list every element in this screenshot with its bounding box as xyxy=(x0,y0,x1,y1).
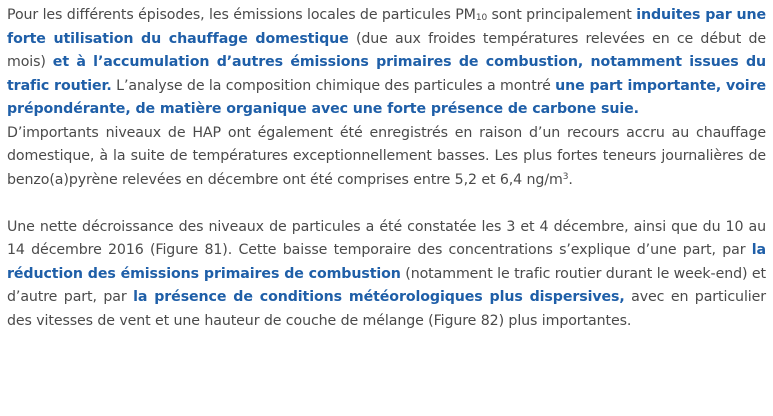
text-run: . xyxy=(568,171,573,188)
highlight-combustion-emissions: et à l’accumulation d’autres émissions primaires de combustion, notamment issues du trafic routier. xyxy=(7,54,766,94)
highlight-emission-reduction: la réduction des émissions primaires de combustion xyxy=(7,242,766,282)
text-run: Une nette décroissance des niveaux de particules a été constatée les 3 et 4 décembre, ainsi que du 10 au 14 décembre 2016 (Figure 81). Cette baisse temporaire des concentrations s’explique d’une part, par xyxy=(7,218,766,258)
superscript-3: 3 xyxy=(562,171,569,182)
paragraph-spacer xyxy=(7,192,766,216)
text-run: D’importants niveaux de HAP ont également été enregistrés en raison d’un recours accru au chauffage domestique, à la suite de températures exceptionnellement basses. Les plus fortes teneurs journalières de benzo(a)pyrène relevées en décembre ont été comprises entre 5,2 et 6,4 ng/m xyxy=(7,124,766,188)
paragraph-hap-levels xyxy=(7,122,766,193)
text-run: avec en particulier des vitesses de vent et une hauteur de couche de mélange (Figure 82) plus importantes. xyxy=(7,289,766,329)
highlight-organic-matter: une part importante, voire prépondérante, de matière organique avec une forte présence de carbone suie. xyxy=(7,77,766,117)
paragraph-particle-decrease xyxy=(7,216,766,334)
subscript-10: 10 xyxy=(475,13,488,23)
text-run: sont principalement xyxy=(487,7,637,23)
text-run: L’analyse de la composition chimique des particules a montré xyxy=(111,77,556,94)
highlight-domestic-heating: induites par une forte utilisation du chauffage domestique xyxy=(7,7,767,47)
document-body xyxy=(7,4,766,333)
text-run: Pour les différents épisodes, les émissions locales de particules PM xyxy=(7,7,476,23)
highlight-dispersive-conditions: la présence de conditions météorologiques plus dispersives, xyxy=(133,289,625,305)
text-run: (notamment le trafic routier durant le week-end) et d’autre part, par xyxy=(7,265,766,305)
paragraph-pm10-sources xyxy=(7,4,766,122)
text-run: (due aux froides températures relevées en ce début de mois) xyxy=(7,30,766,70)
